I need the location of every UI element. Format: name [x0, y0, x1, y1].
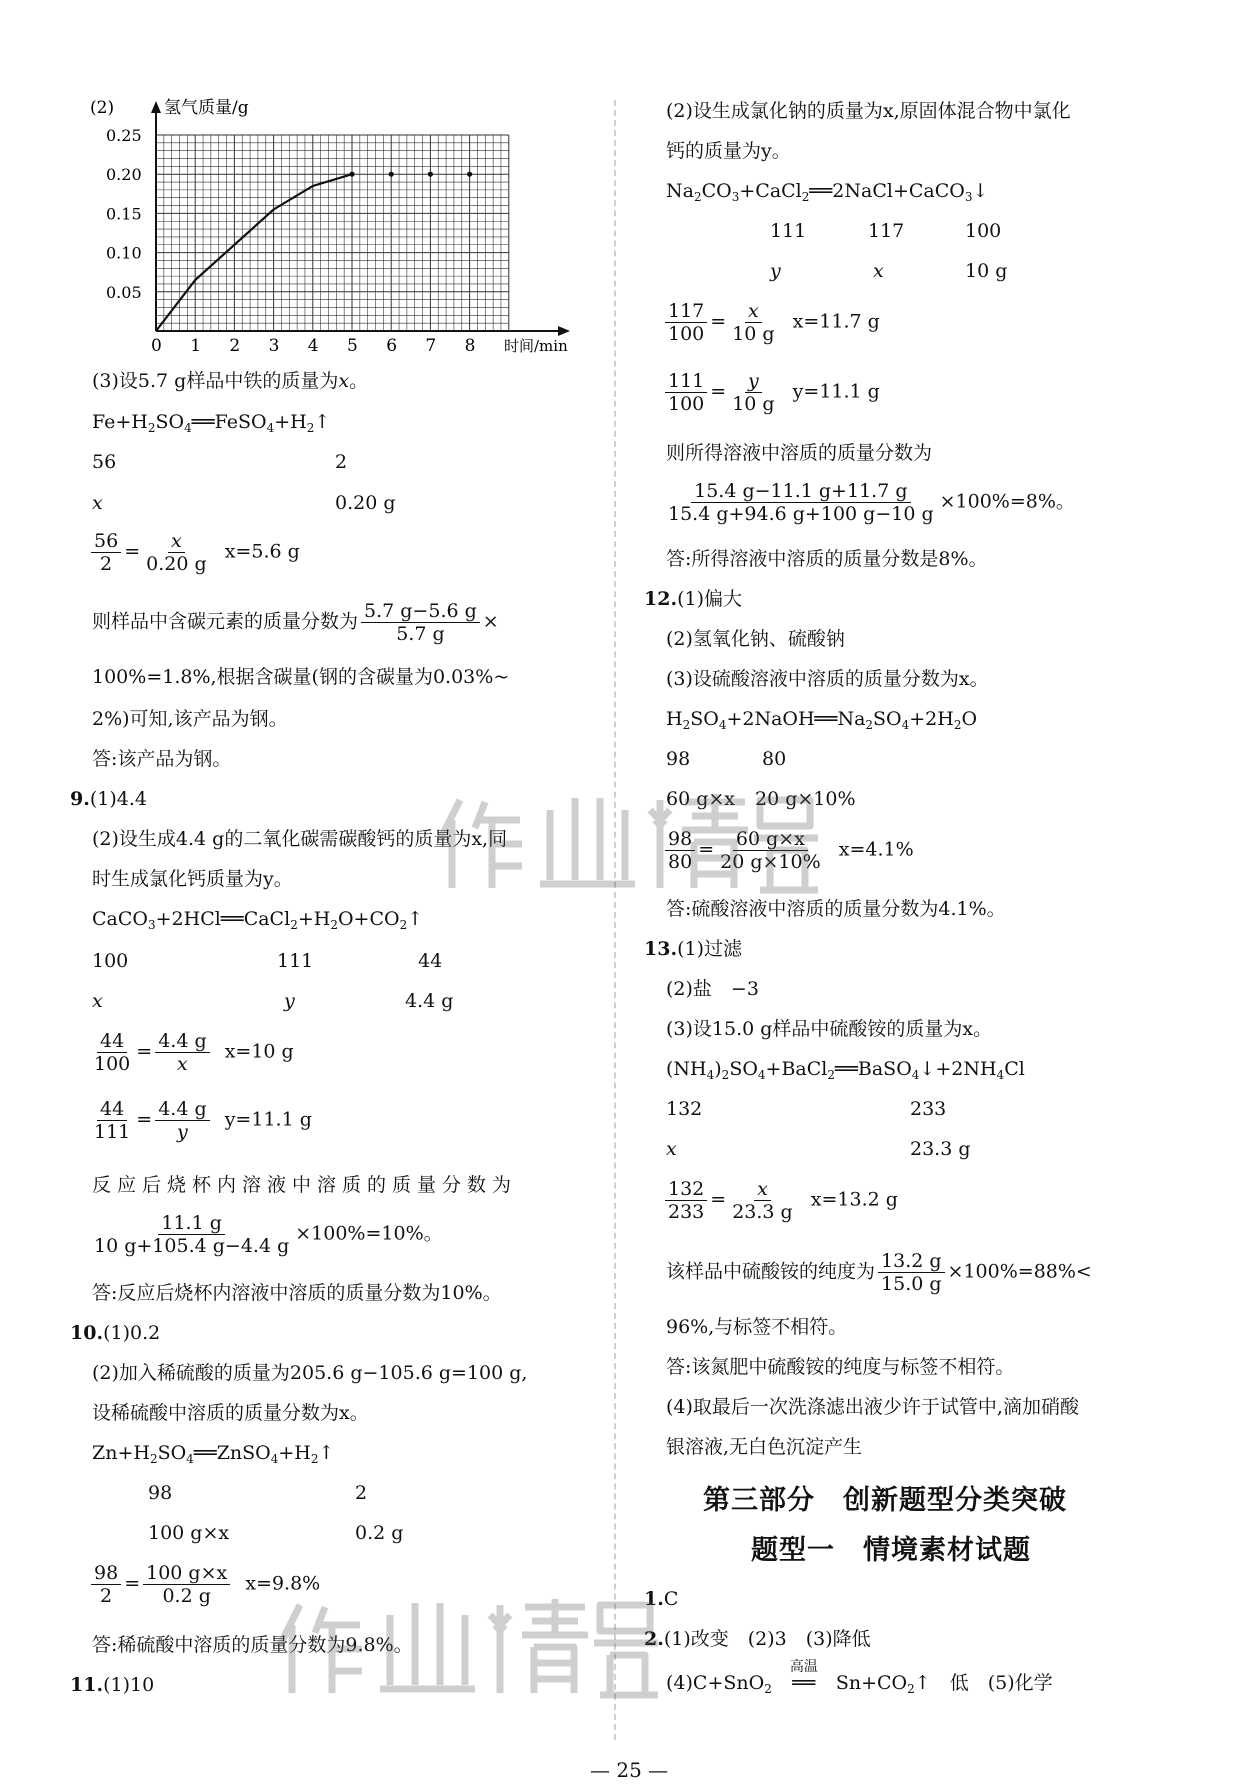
data-point: [467, 172, 472, 177]
p2: 100%=1.8%,根据含碳量(钢的含碳量为0.03%~: [92, 666, 510, 688]
eq-nh4so4: $(NH_4)_2SO_4+BaCl_2══BaSO_4↓+2NH_4Cl$: [666, 1058, 1025, 1082]
purity-line: 该样品中硫酸铵的纯度为 $\frac{13.2 g}{15.0 g}$ ×100%=88%<: [666, 1250, 1092, 1295]
c7b: 117: [868, 220, 905, 242]
answer-11: 答:所得溶液中溶质的质量分数是8%。: [666, 548, 988, 570]
c2b: 0.20 g: [335, 492, 396, 514]
chart-svg: [88, 95, 588, 360]
x-tick-label: 7: [425, 336, 437, 356]
eq-caco3: $CaCO_3+2HCl══CaCl_2+H_2O+CO_2↑$: [92, 908, 424, 932]
y-axis-arrow: [151, 101, 161, 113]
x-tick-label: 6: [386, 336, 398, 356]
q9c: 时生成氯化钙质量为y。: [92, 868, 293, 890]
carbon-fraction: 则样品中含碳元素的质量分数为 $\frac{5.7 g-5.6 g}{5.7 g}$ ×: [92, 600, 499, 645]
y-tick-label: 0.20: [106, 165, 142, 185]
c8c: 10 g: [965, 260, 1008, 282]
y-tick-label: 0.05: [106, 282, 142, 302]
y-tick-label: 0.10: [106, 243, 142, 263]
c1a: 56: [92, 451, 117, 473]
c7a: 111: [770, 220, 807, 242]
c11b: 233: [910, 1098, 947, 1120]
answer-10: 答:稀硫酸中溶质的质量分数为9.8%。: [92, 1634, 413, 1656]
q10b: (2)加入稀硫酸的质量为205.6 g−105.6 g=100 g,: [92, 1362, 528, 1384]
c3a: 100: [92, 950, 129, 972]
section-heading: 第三部分 创新题型分类突破: [703, 1485, 1067, 1516]
c4b: y: [284, 990, 295, 1012]
frac-line-5: $\frac{98}{2}$ = $\frac{100 g\times x}{0.2 g}$ x=9.8%: [88, 1562, 320, 1607]
frac-line-3: $\frac{44}{111}$ = $\frac{4.4 g}{y}$ y=11.1 g: [94, 1098, 312, 1143]
l1: (3)设5.7 g样品中铁的质量为x。: [92, 370, 369, 392]
x-tick-label: 5: [347, 336, 358, 356]
y-axis-label: 氢气质量/g: [164, 98, 249, 118]
eq-fe: $Fe+H_2SO_4══FeSO_4+H_2↑$: [92, 411, 331, 435]
q13b: (2)盐 −3: [666, 978, 759, 1000]
c9a: 98: [666, 748, 691, 770]
q9b: (2)设生成4.4 g的二氧化碳需碳酸钙的质量为x,同: [92, 828, 508, 850]
c4a: x: [92, 990, 103, 1012]
q9: 9.(1)4.4: [70, 788, 147, 810]
c9b: 80: [762, 748, 787, 770]
data-point: [389, 172, 394, 177]
ans-q1: 1.C: [644, 1588, 679, 1610]
x-tick-label: 4: [307, 336, 319, 356]
frac-line-4: $\frac{11.1 g}{10 g+105.4 g-4.4 g}$ ×100%=10%。: [94, 1212, 443, 1257]
c5b: 2: [355, 1482, 368, 1504]
x-axis-label: 时间/min: [504, 337, 568, 355]
q12c: (3)设硫酸溶液中溶质的质量分数为x。: [666, 668, 989, 690]
p4: 反应后烧杯内溶液中溶质的质量分数为: [92, 1174, 518, 1196]
frac-r4: $\frac{98}{80}$ = $\frac{60 g\times x}{20 g\times 10\%}$ x=4.1%: [662, 828, 914, 873]
watermark-bottom: [270, 1585, 670, 1705]
r5: 96%,与标签不相符。: [666, 1316, 848, 1338]
frac-r5: $\frac{132}{233}$ = $\frac{x}{23.3 g}$ x=13.2 g: [662, 1178, 898, 1223]
r6: (4)取最后一次洗涤滤出液少许于试管中,滴加硝酸: [666, 1396, 1079, 1418]
q10c: 设稀硫酸中溶质的质量分数为x。: [92, 1402, 369, 1424]
p3: 2%)可知,该产品为钢。: [92, 708, 288, 730]
q13: 13.(1)过滤: [644, 938, 742, 960]
frac-r3: $\frac{15.4 g-11.1 g+11.7 g}{15.4 g+94.6 g+100 g-10 g}$ ×100%=8%。: [668, 480, 1075, 525]
x-tick-label: 0: [151, 336, 162, 356]
q12b: (2)氢氧化钠、硫酸钠: [666, 628, 845, 650]
q12: 12.(1)偏大: [644, 588, 742, 610]
chart-part-label: (2): [90, 98, 115, 118]
frac-line-2: $\frac{44}{100}$ = $\frac{4.4 g}{x}$ x=10 g: [94, 1030, 294, 1075]
column-divider: [614, 100, 616, 1740]
c11a: 132: [666, 1098, 703, 1120]
c12a: x: [666, 1138, 677, 1160]
frac-r1: $\frac{117}{100}$ = $\frac{x}{10 g}$ x=11.7 g: [662, 300, 880, 345]
answer-13: 答:该氮肥中硫酸铵的纯度与标签不相符。: [666, 1356, 1015, 1378]
subsection-heading: 题型一 情境素材试题: [751, 1535, 1031, 1566]
r1: (2)设生成氯化钠的质量为x,原固体混合物中氯化: [666, 100, 1071, 122]
data-point: [428, 172, 433, 177]
c8a: y: [770, 260, 781, 282]
q13c: (3)设15.0 g样品中硫酸铵的质量为x。: [666, 1018, 993, 1040]
c1b: 2: [335, 451, 348, 473]
r3: 则所得溶液中溶质的质量分数为: [666, 442, 933, 464]
c5a: 98: [148, 1482, 173, 1504]
ans-q2: 2.(1)改变 (2)3 (3)降低: [644, 1628, 871, 1650]
data-point: [349, 172, 354, 177]
c3c: 44: [418, 950, 443, 972]
q10: 10.(1)0.2: [70, 1322, 161, 1344]
c4c: 4.4 g: [405, 990, 454, 1012]
r7: 银溶液,无白色沉淀产生: [666, 1436, 863, 1458]
c7c: 100: [965, 220, 1002, 242]
q11: 11.(1)10: [70, 1674, 155, 1696]
frac-r2: $\frac{111}{100}$ = $\frac{y}{10 g}$ y=11.1 g: [662, 370, 880, 415]
y-tick-label: 0.15: [106, 204, 142, 224]
frac-line-1: $\frac{56}{2}$ = $\frac{x}{0.20 g}$ x=5.6 g: [88, 530, 300, 575]
eq-zn: $Zn+H_2SO_4══ZnSO_4+H_2↑$: [92, 1442, 335, 1466]
x-tick-label: 2: [229, 336, 241, 356]
ans-q2-cont: (4)C+SnO$_2$ 高温 ══ $Sn+CO_2↑$ 低 (5)化学: [666, 1659, 1053, 1696]
hydrogen-mass-chart: [88, 95, 588, 360]
answer-12: 答:硫酸溶液中溶质的质量分数为4.1%。: [666, 898, 1006, 920]
answer-8: 答:该产品为钢。: [92, 748, 232, 770]
c2a: x: [92, 492, 103, 514]
eq-na2co3: $Na_2CO_3+CaCl_2══2NaCl+CaCO_3↓$: [666, 180, 989, 204]
y-tick-label: 0.25: [106, 126, 142, 145]
c3b: 111: [277, 950, 314, 972]
c8b: x: [873, 260, 884, 282]
page-number: — 25 —: [590, 1758, 669, 1782]
x-tick-label: 8: [464, 336, 476, 356]
x-axis-arrow: [558, 326, 570, 336]
c12b: 23.3 g: [910, 1138, 971, 1160]
answer-9: 答:反应后烧杯内溶液中溶质的质量分数为10%。: [92, 1282, 502, 1304]
r2: 钙的质量为y。: [666, 140, 791, 162]
c6b: 0.2 g: [355, 1522, 404, 1544]
watermark-top: [430, 780, 830, 900]
c10b: 20 g×10%: [755, 788, 856, 810]
x-tick-label: 3: [268, 336, 280, 356]
x-tick-label: 1: [190, 336, 202, 356]
c10a: 60 g×x: [666, 788, 736, 810]
eq-h2so4: $H_2SO_4+2NaOH══Na_2SO_4+2H_2O$: [666, 708, 978, 732]
c6a: 100 g×x: [148, 1522, 230, 1544]
